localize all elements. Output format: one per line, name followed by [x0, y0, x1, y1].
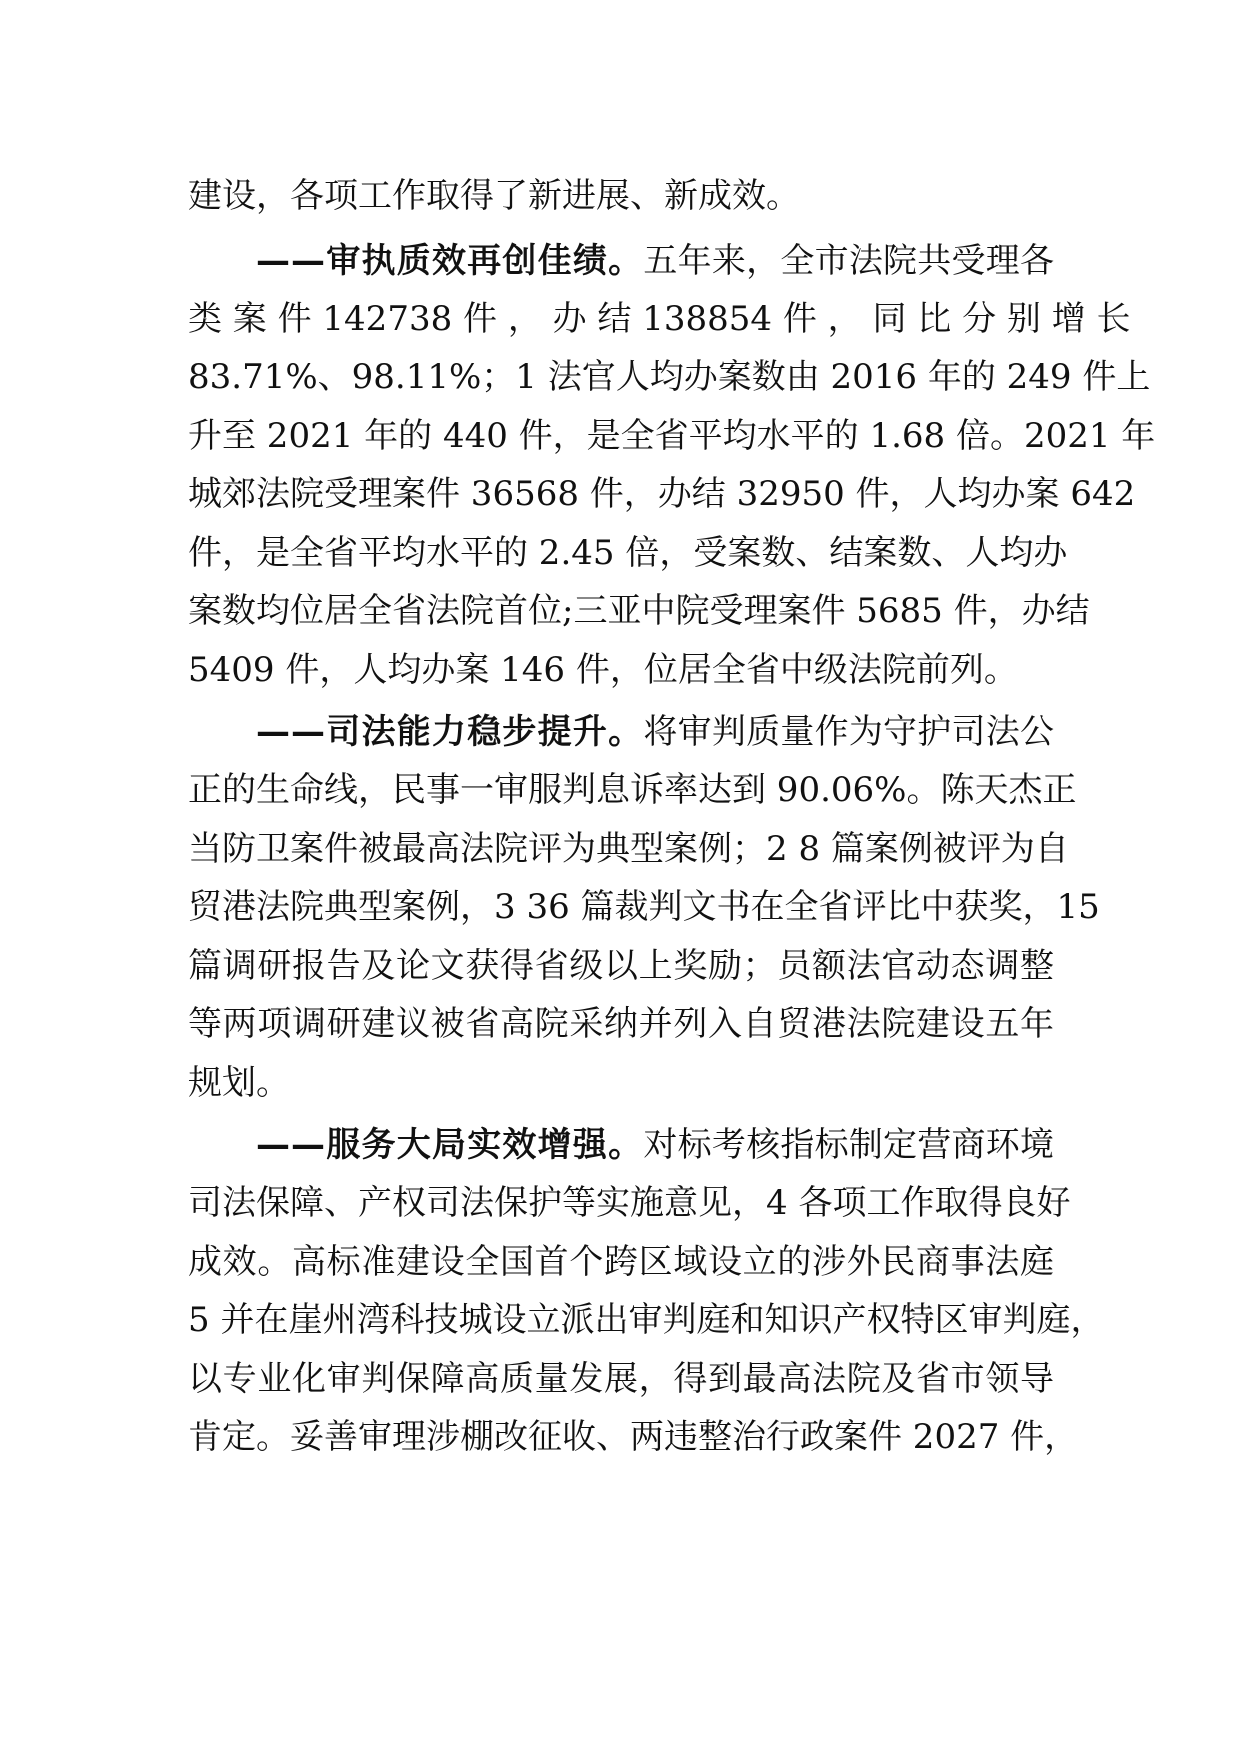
line-text: 规划。	[188, 1063, 290, 1103]
section-heading-1: ——审执质效再创佳绩。	[256, 241, 644, 281]
text-line-22	[188, 1405, 1079, 1469]
text-line-11	[188, 758, 1077, 822]
text-line-5	[188, 404, 1156, 468]
line-text: 件，是全省平均水平的 2.45 倍，受案数、结案数、人均办	[188, 533, 1068, 573]
text-line-21	[188, 1347, 1054, 1411]
line-text: 篇调研报告及论文获得省级以上奖励；员额法官动态调整	[188, 946, 1054, 986]
text-line-3	[188, 287, 1131, 351]
line-text: 正的生命线，民事一审服判息诉率达到 90.06%。陈天杰正	[188, 770, 1077, 810]
text-line-9	[188, 638, 1054, 702]
text-line-20	[188, 1288, 1105, 1352]
line-text: 升至 2021 年的 440 件，是全省平均水平的 1.68 倍。2021 年	[188, 416, 1156, 456]
text-line-4	[188, 345, 1151, 409]
text-line-6	[188, 462, 1136, 526]
section-heading-2: ——司法能力稳步提升。	[256, 712, 644, 752]
text-line-8	[188, 579, 1090, 643]
line-text: 城郊法院受理案件 36568 件，办结 32950 件，人均办案 642	[188, 474, 1136, 514]
text-line-15	[188, 992, 1054, 1056]
line-text: 等两项调研建议被省高院采纳并列入自贸港法院建设五年	[188, 1004, 1054, 1044]
line-text: 肯定。妥善审理涉棚改征收、两违整治行政案件 2027 件，	[188, 1417, 1079, 1457]
line-text: 5 并在崖州湾科技城设立派出审判庭和知识产权特区审判庭，	[188, 1300, 1105, 1340]
text-line-17	[256, 1113, 1054, 1177]
line-text: 贸港法院典型案例，3 36 篇裁判文书在全省评比中获奖，15	[188, 887, 1100, 927]
text-line-12	[188, 817, 1069, 881]
section-heading-3: ——服务大局实效增强。	[256, 1125, 644, 1165]
text-line-19	[188, 1230, 1054, 1294]
line-text: 当防卫案件被最高法院评为典型案例；2 8 篇案例被评为自	[188, 829, 1069, 869]
line-text: 将审判质量作为守护司法公	[643, 712, 1055, 752]
line-text: 司法保障、产权司法保护等实施意见，4 各项工作取得良好	[188, 1183, 1071, 1223]
line-text: 案数均位居全省法院首位;三亚中院受理案件 5685 件，办结	[188, 591, 1090, 631]
text-line-1	[188, 164, 1054, 228]
line-text: 以专业化审判保障高质量发展，得到最高法院及省市领导	[188, 1359, 1054, 1399]
text-line-14	[188, 934, 1054, 998]
text-line-2	[256, 229, 1054, 293]
line-text: 建设，各项工作取得了新进展、新成效。	[188, 176, 800, 216]
line-text: 成效。高标准建设全国首个跨区域设立的涉外民商事法庭	[188, 1242, 1054, 1282]
text-line-7	[188, 521, 1068, 585]
text-line-10	[256, 700, 1054, 764]
text-line-16	[188, 1051, 1054, 1115]
line-text: 对标考核指标制定营商环境	[643, 1125, 1055, 1165]
line-text: 5409 件，人均办案 146 件，位居全省中级法院前列。	[188, 650, 1018, 690]
text-line-18	[188, 1171, 1071, 1235]
text-line-13	[188, 875, 1100, 939]
line-text: 83.71%、98.11%；1 法官人均办案数由 2016 年的 249 件上	[188, 357, 1151, 397]
line-text: 五年来，全市法院共受理各	[643, 241, 1055, 281]
line-text: 类 案 件 142738 件 ， 办 结 138854 件 ， 同 比 分 别 增 长	[188, 299, 1131, 339]
